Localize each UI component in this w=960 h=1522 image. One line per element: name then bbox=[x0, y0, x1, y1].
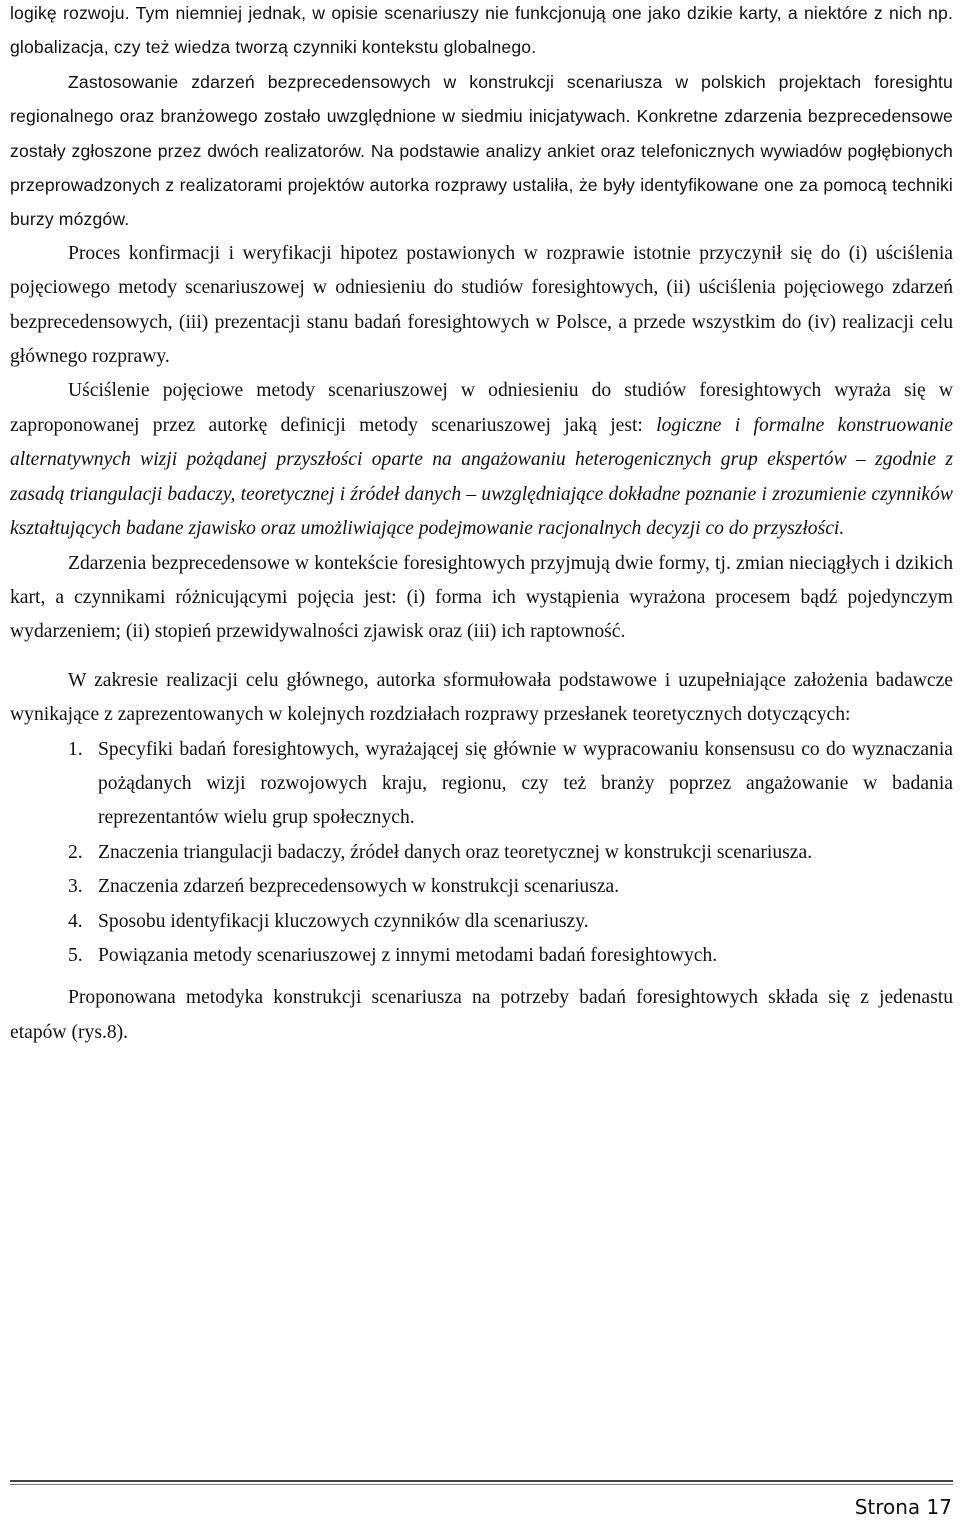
list-number: 4. bbox=[68, 910, 83, 932]
list-item bbox=[10, 905, 953, 939]
paragraph-methodology: Proponowana metodyka konstrukcji scenariusza na potrzeby badań foresightowych składa się z jedenastu etapów (rys.8). bbox=[10, 987, 953, 1043]
list-text: Sposobu identyfikacji kluczowych czynników dla scenariuszy. bbox=[98, 910, 589, 932]
list-text: Powiązania metody scenariuszowej z innymi metodami badań foresightowych. bbox=[98, 944, 718, 966]
footer-divider-thin bbox=[10, 1484, 953, 1485]
paragraph-unprecedented-events: Zastosowanie zdarzeń bezprecedensowych w konstrukcji scenariusza w polskich projektach foresightu regionalnego oraz branżowego zostało uwzględnione w siedmiu inicjatywach. Konkretne zdarzenia bezprecedensowe zostały zgłoszone przez dwóch realizatorów. Na podstawie analizy ankiet oraz telefonicznych wywiadów pogłębionych przeprowadzonych z realizatorami projektów autorka rozprawy ustaliła, że były identyfikowane one za pomocą techniki burzy mózgów. bbox=[10, 71, 953, 230]
page-number: Strona 17 bbox=[854, 1495, 952, 1519]
list-number: 1. bbox=[68, 738, 83, 760]
assumptions-list bbox=[10, 733, 953, 974]
list-text: Specyfiki badań foresightowych, wyrażającej się głównie w wypracowaniu konsensusu co do wyznaczania pożądanych wizji rozwojowych kraju, regionu, czy też branży poprzez angażowanie w badania reprezentantów wielu grup społecznych. bbox=[98, 738, 953, 829]
paragraph-hypotheses: Proces konfirmacji i weryfikacji hipotez postawionych w rozprawie istotnie przyczynił się do (i) uściślenia pojęciowego metody scenariuszowej w odniesieniu do studiów foresightowych, (ii) uściślenia pojęciowego zdarzeń bezprecedensowych, (iii) prezentacji stanu badań foresightowych w Polsce, a przede wszystkim do (iv) realizacji celu głównego rozprawy. bbox=[10, 242, 953, 368]
list-text: Znaczenia zdarzeń bezprecedensowych w konstrukcji scenariusza. bbox=[98, 876, 620, 898]
list-item bbox=[10, 733, 953, 836]
list-text: Znaczenia triangulacji badaczy, źródeł danych oraz teoretycznej w konstrukcji scenariusza. bbox=[98, 841, 813, 863]
list-number: 3. bbox=[68, 876, 83, 898]
list-number: 5. bbox=[68, 944, 83, 966]
definition-italic: logiczne i formalne konstruowanie alternatywnych wizji pożądanej przyszłości oparte na angażowaniu heterogenicznych grup ekspertów – zgodnie z zasadą triangulacji badaczy, teoretycznej i źródeł danych – uwzględniające dokładne poznanie i zrozumienie czynników kształtujących badane zjawisko oraz umożliwiające podejmowanie racjonalnych decyzji co do przyszłości. bbox=[10, 414, 953, 540]
document-page bbox=[10, 0, 953, 1050]
paragraph-event-forms: Zdarzenia bezprecedensowe w kontekście foresightowych przyjmują dwie formy, tj. zmian nieciągłych i dzikich kart, a czynnikami różnicującymi pojęcia jest: (i) forma ich wystąpienia wyrażona procesem bądź pojedynczym wydarzeniem; (ii) stopień przewidywalności zjawisk oraz (iii) ich raptowność. bbox=[10, 552, 953, 643]
list-item bbox=[10, 939, 953, 973]
paragraph-definition bbox=[10, 374, 953, 546]
definition-intro: Uściślenie pojęciowe metody scenariuszowej w odniesieniu do studiów foresightowych wyraża się w zaproponowanej przez autorkę definicji metody scenariuszowej jaką jest: bbox=[10, 380, 953, 436]
paragraph-continuation: logikę rozwoju. Tym niemniej jednak, w opisie scenariuszy nie funkcjonują one jako dzikie karty, a niektóre z nich np. globalizacja, czy też wiedza tworzą czynniki kontekstu globalnego. bbox=[10, 3, 953, 58]
list-item bbox=[10, 836, 953, 870]
footer-divider bbox=[10, 1480, 953, 1482]
list-item bbox=[10, 870, 953, 904]
paragraph-assumptions: W zakresie realizacji celu głównego, autorka sformułowała podstawowe i uzupełniające założenia badawcze wynikające z zaprezentowanych w kolejnych rozdziałach rozprawy przesłanek teoretycznych dotyczących: bbox=[10, 669, 953, 726]
list-number: 2. bbox=[68, 841, 83, 863]
